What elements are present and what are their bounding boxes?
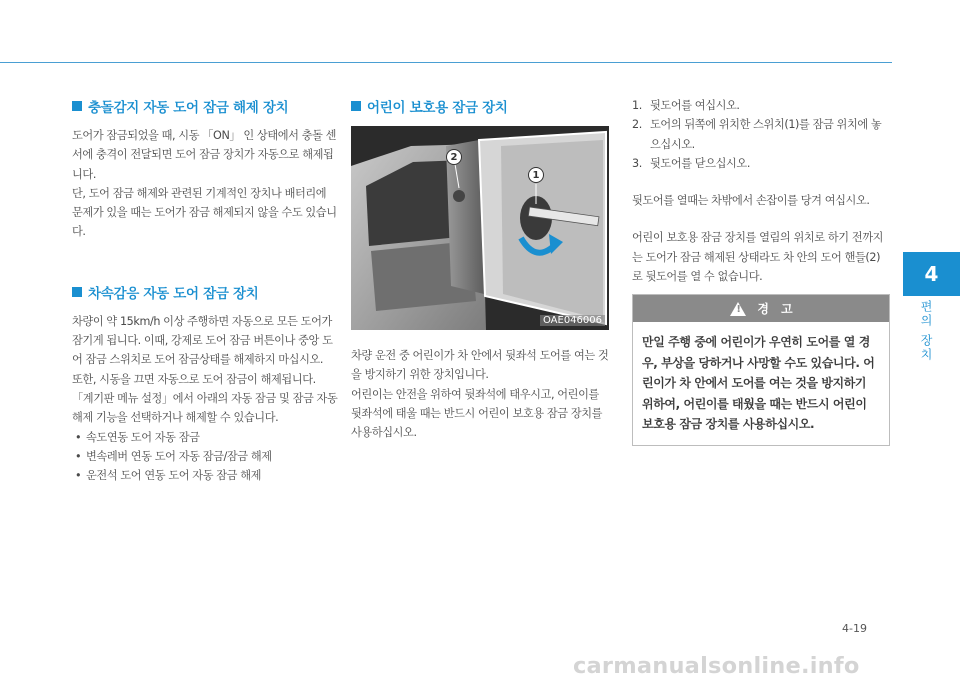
warning-box [632,294,890,446]
warning-title: 경고 [757,302,805,317]
section-heading-child-lock [351,96,609,116]
paragraph: 뒷도어를 열때는 차밖에서 손잡이를 당겨 여십시오. [632,194,870,208]
paragraph: 「계기판 메뉴 설정」에서 아래의 자동 잠금 및 잠금 자동 해제 기능을 선택하거나 해제할 수 있습니다. [72,391,338,425]
heading-text: 차속감응 자동 도어 잠금 장치 [88,285,259,302]
heading-square-icon [72,101,82,111]
paragraph: 차량이 약 15km/h 이상 주행하면 자동으로 모든 도어가 잠기게 됩니다. 이때, 강제로 도어 잠금 버튼이나 중앙 도어 잠금 스위치로 도어 잠금상태를 해제하지 마십시오. [72,314,333,367]
paragraph: 차량 운전 중 어린이가 차 안에서 뒷좌석 도어를 여는 것을 방지하기 위한 장치입니다. [351,349,609,382]
warning-body: 만일 주행 중에 어린이가 우연히 도어를 열 경우, 부상을 당하거나 사망할 수도 있습니다. 어린이가 차 안에서 도어를 여는 것을 방지하기 위하여, 어린이를 태웠을 때는 반드시 어린이 보호용 잠금 장치를 사용하십시오. [642,335,875,432]
paragraph: 또한, 시동을 끄면 자동으로 도어 잠금이 해제됩니다. [72,372,316,386]
list-item: • 운전석 도어 연동 도어 자동 잠금 해제 [75,469,262,483]
section-heading-speed-lock [72,282,338,302]
chapter-label [918,300,940,380]
list-item: • 변속레버 연동 도어 자동 잠금/잠금 해제 [75,449,272,463]
paragraph: 단, 도어 잠금 해제와 관련된 기계적인 장치나 배터리에 문제가 있을 때는 도어가 잠금 해제되지 않을 수도 있습니다. [72,186,337,239]
callout-1: 1 [528,167,544,183]
child-lock-illustration [351,126,609,330]
column-middle [351,96,609,442]
paragraph: 도어가 잠금되었을 때, 시동 「ON」 인 상태에서 충돌 센서에 충격이 전달되면 도어 잠금 장치가 자동으로 해제됩니다. [72,129,337,181]
heading-square-icon [351,101,361,111]
section-heading-collision-unlock [72,96,338,116]
step-item: 1. 뒷도어를 여십시오. [632,99,740,112]
chapter-label-text: 편의 장치 [919,300,933,362]
step-item: 3. 뒷도어를 닫으십시오. [632,156,750,170]
step-item: 2. 도어의 뒤쪽에 위치한 스위치(1)를 잠금 위치에 놓으십시오. [632,118,882,151]
column-right [632,96,890,446]
step-list [632,96,890,173]
page-number: 4-19 [842,622,867,635]
heading-text: 충돌감지 자동 도어 잠금 해제 장치 [88,100,289,116]
callout-2: 2 [446,149,462,165]
column-left [72,96,338,485]
heading-text: 어린이 보호용 잠금 장치 [367,100,508,116]
top-rule [0,62,892,63]
list-item: • 속도연동 도어 자동 잠금 [75,430,200,444]
figure-code: OAE046006 [540,315,605,326]
chapter-tab [903,252,960,296]
paragraph: 어린이 보호용 잠금 장치를 열림의 위치로 하기 전까지는 도어가 잠금 해제된 상태라도 차 안의 도어 핸들(2)로 뒷도어를 열 수 없습니다. [632,231,884,284]
bullet-list [72,428,338,486]
warning-header [633,295,889,322]
chapter-number: 4 [924,262,939,286]
heading-square-icon [72,287,82,297]
paragraph: 어린이는 안전을 위하여 뒷좌석에 태우시고, 어린이를 뒷좌석에 태울 때는 반드시 어린이 보호용 잠금 장치를 사용하십시오. [351,387,603,440]
car-door-illustration [351,126,609,330]
watermark: carmanualsonline.info [573,653,860,679]
